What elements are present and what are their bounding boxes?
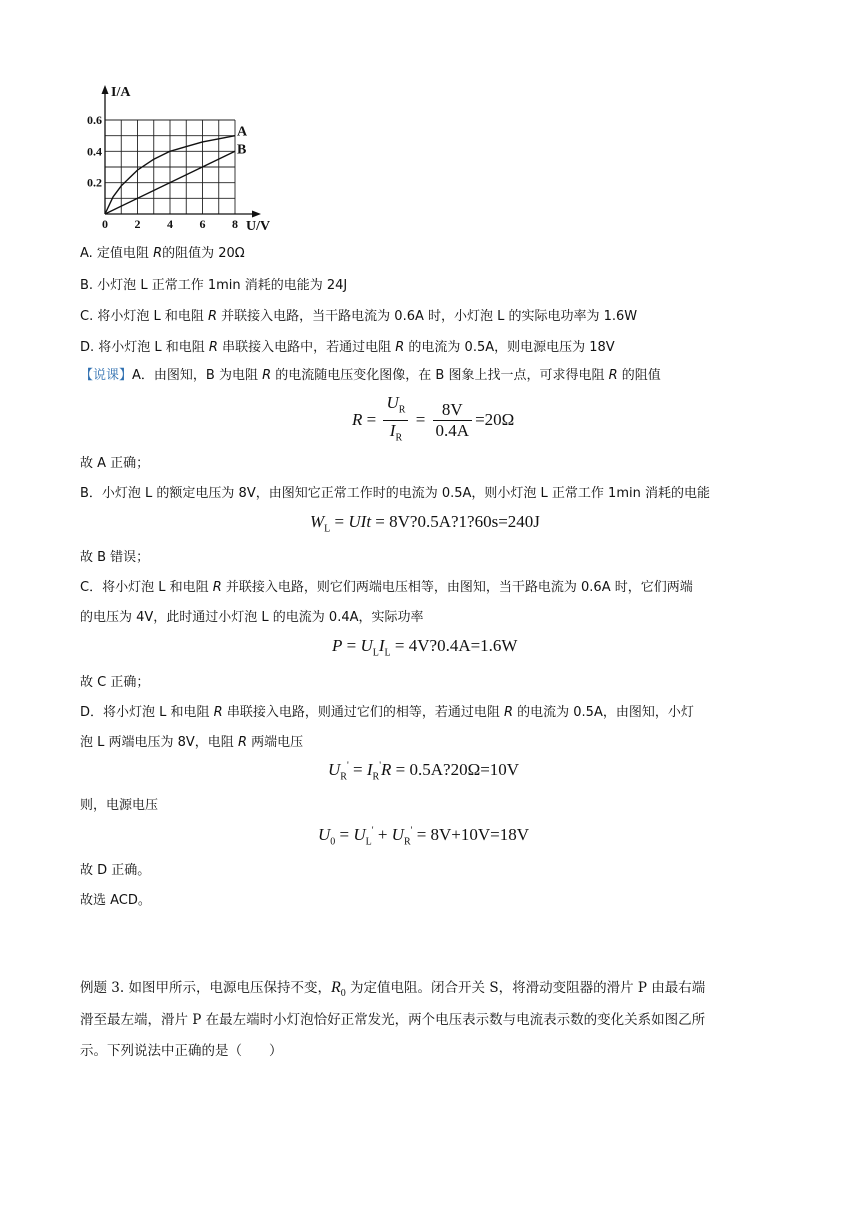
example3-line1: 例题 3. 如图甲所示，电源电压保持不变，$R_0$ 为定值电阻。闭合开关 S，将滑动变阻器的滑片 P 由最右端 <box>80 979 706 1000</box>
y-axis-label: I/A <box>111 85 131 100</box>
explain-a-line: 【说课】A．由图知，B 为电阻 R 的电流随电压变化图像，在 B 图象上找一点，可求得电阻 R 的阻值 <box>80 368 661 383</box>
option-a: A. 定值电阻 R的阻值为 20Ω <box>80 246 245 261</box>
series-a-label: A <box>237 124 248 140</box>
example3-line2: 滑至最左端，滑片 P 在最左端时小灯泡恰好正常发光，两个电压表示数与电流表示数的变化关系如图乙所 <box>80 1012 706 1028</box>
graph-grid <box>105 120 235 214</box>
explain-c-line2: 的电压为 4V，此时通过小灯泡 L 的电流为 0.4A，实际功率 <box>80 610 424 625</box>
x-axis-arrow <box>252 211 261 218</box>
explain-final: 故选 ACD。 <box>80 893 151 908</box>
x-tick-label: 8 <box>232 217 238 231</box>
explain-a-result: 故 A 正确； <box>80 456 150 471</box>
equation-r: R = $\frac{U_R}{I_R}$ = $\frac{8V}{0.4A}$ =20Ω <box>352 393 515 444</box>
explain-b-line: B．小灯泡 L 的额定电压为 8V，由图知它正常工作时的电流为 0.5A，则小灯泡 L 正常工作 1min 消耗的电能 <box>80 486 710 501</box>
option-c: C. 将小灯泡 L 和电阻 R 并联接入电路，当干路电流为 0.6A 时，小灯泡 L 的实际电功率为 1.6W <box>80 309 638 324</box>
option-b: B. 小灯泡 L 正常工作 1min 消耗的电能为 24J <box>80 278 348 293</box>
x-tick-label: 2 <box>134 217 141 231</box>
y-tick-label: 0.2 <box>87 175 102 190</box>
y-axis-arrow <box>102 85 109 94</box>
graph-labels <box>87 85 270 234</box>
explain-c-result: 故 C 正确； <box>80 675 150 690</box>
option-d: D. 将小灯泡 L 和电阻 R 串联接入电路中，若通过电阻 R 的电流为 0.5A，则电源电压为 18V <box>80 340 615 355</box>
equation-w: $W_L$ = UIt = 8V?0.5A?1?60s=240J <box>310 512 540 535</box>
equation-ur: $U_R' = I_R'R$ = 0.5A?20Ω=10V <box>328 760 520 783</box>
explain-d-result: 故 D 正确。 <box>80 863 151 878</box>
explain-c-line1: C．将小灯泡 L 和电阻 R 并联接入电路，则它们两端电压相等，由图知，当干路电流为 0.6A 时，它们两端 <box>80 580 693 595</box>
y-tick-label: 0.4 <box>87 144 102 159</box>
explain-b-result: 故 B 错误； <box>80 550 150 565</box>
example3-line3: 示。下列说法中正确的是（ ） <box>80 1043 283 1059</box>
explain-d-line1: D．将小灯泡 L 和电阻 R 串联接入电路，则通过它们的相等，若通过电阻 R 的电流为 0.5A，由图知，小灯 <box>80 705 694 720</box>
x-axis-label: U/V <box>246 219 271 234</box>
iv-graph <box>78 82 278 237</box>
x-tick-label: 0 <box>102 217 108 231</box>
equation-u0: $U_0 = U_L' + U_R' = 8V+10V=18V$ <box>318 825 530 848</box>
y-tick-label: 0.6 <box>87 113 102 127</box>
explain-then: 则，电源电压 <box>80 798 159 813</box>
series-b-label: B <box>237 142 247 158</box>
x-tick-label: 4 <box>167 217 173 231</box>
explain-d-line2: 泡 L 两端电压为 8V，电阻 R 两端电压 <box>80 735 304 750</box>
explain-tag: 【说课】 <box>80 368 133 383</box>
x-tick-label: 6 <box>199 217 206 231</box>
equation-p: $P = U_LI_L$ = 4V?0.4A=1.6W <box>332 636 518 659</box>
